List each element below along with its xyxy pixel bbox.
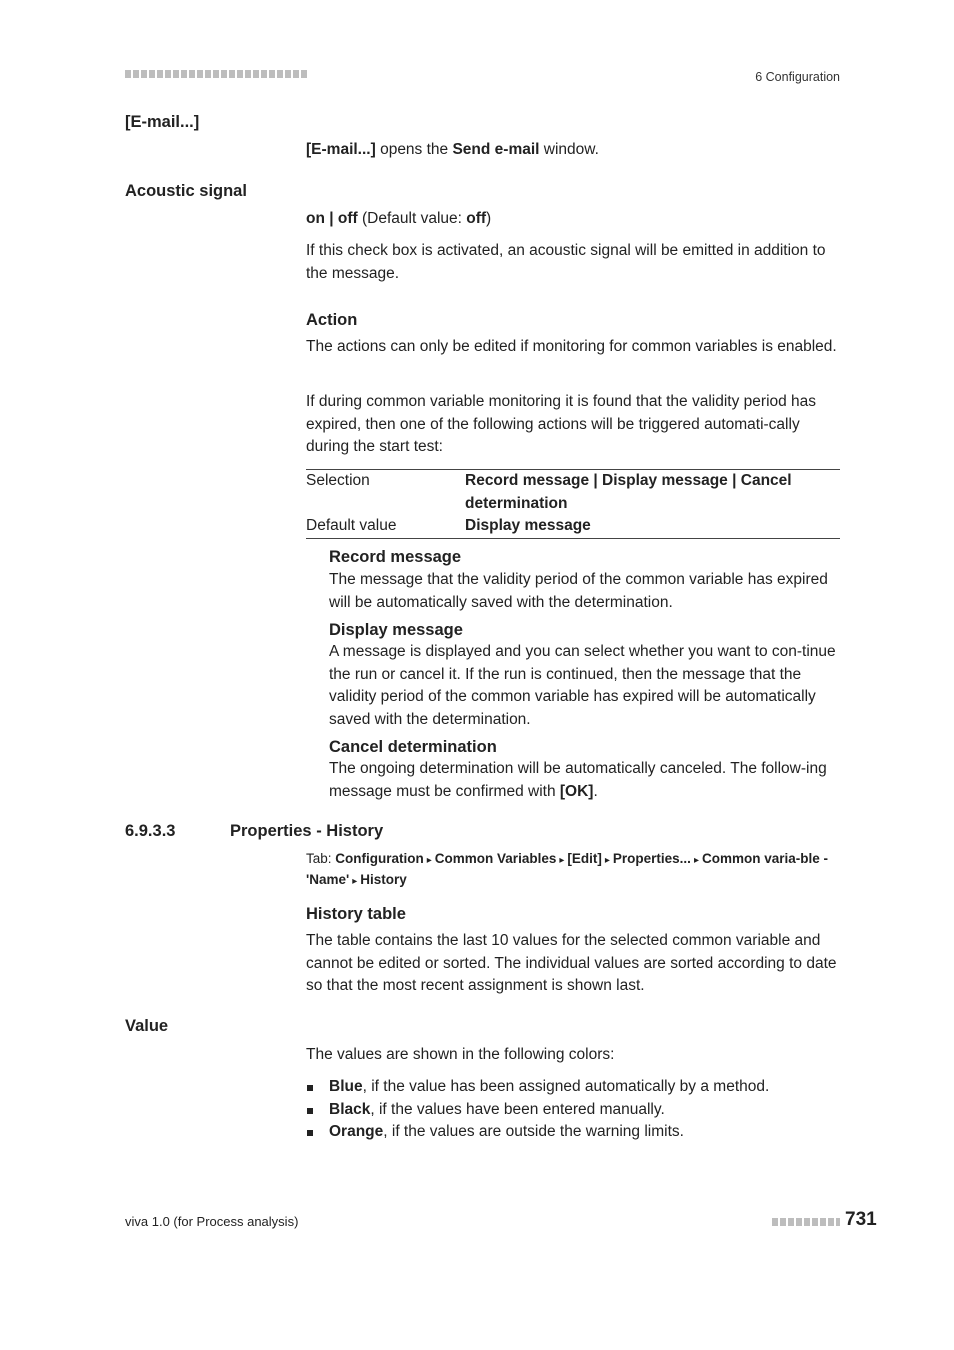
item-title: Cancel determination [329, 738, 497, 756]
text-span: window. [539, 141, 599, 158]
term-value: Value [125, 1017, 169, 1035]
breadcrumb-arrow-icon: ▸ [426, 855, 432, 866]
color-list [306, 1076, 840, 1144]
footer-decoration [772, 1218, 840, 1226]
text-span: ) [486, 210, 492, 227]
breadcrumb-prefix: Tab: [306, 851, 336, 866]
color-name: Orange [329, 1123, 384, 1140]
text-span: The ongoing determination will be automatically canceled. The follow-ing message must be confirmed with [329, 760, 827, 800]
table-key: Default value [306, 517, 397, 534]
page-number: 731 [845, 1209, 877, 1230]
breadcrumb-arrow-icon: ▸ [693, 855, 699, 866]
email-description [306, 139, 840, 162]
term-email: [E-mail...] [125, 113, 200, 131]
section-number: 6.9.3.3 [125, 822, 176, 840]
header-decoration [125, 70, 307, 78]
action-heading: Action [306, 311, 358, 329]
action-parameter-table [306, 469, 840, 539]
acoustic-options [306, 208, 840, 231]
option-separator: | [324, 210, 338, 227]
option-off: off [337, 210, 358, 227]
item-description [329, 758, 840, 803]
acoustic-description: If this check box is activated, an acoustic signal will be emitted in addition to the message. [306, 242, 826, 282]
breadcrumb-arrow-icon: ▸ [352, 876, 358, 887]
list-item [306, 1121, 840, 1144]
action-paragraph-2: If during common variable monitoring it is found that the validity period has expired, then one of the following actions will be triggered automati-cally during the start test: [306, 393, 817, 455]
table-row [306, 470, 840, 515]
default-value: off [466, 210, 487, 227]
breadcrumb-item: Common varia-ble - 'Name' [306, 851, 828, 887]
value-intro: The values are shown in the following colors: [306, 1046, 615, 1063]
table-value: Record message | Display message | Cancel determination [465, 472, 792, 512]
term-acoustic-signal: Acoustic signal [125, 182, 247, 200]
breadcrumb [306, 849, 846, 891]
section-title: Properties - History [230, 822, 384, 840]
option-on: on [306, 210, 325, 227]
breadcrumb-item: Configuration [335, 851, 424, 866]
item-description: A message is displayed and you can select whether you want to con-tinue the run or cancel it. If the run is continued, then the message that the validity period of the common variable has expired will be automatically saved with the determination. [329, 643, 836, 728]
text-span: (Default value: [357, 210, 467, 227]
breadcrumb-item: [Edit] [567, 851, 602, 866]
breadcrumb-item: History [360, 872, 407, 887]
action-paragraph-1: The actions can only be edited if monitoring for common variables is enabled. [306, 338, 837, 355]
table-key: Selection [306, 472, 370, 489]
history-heading: History table [306, 905, 406, 923]
list-item [306, 1099, 840, 1122]
table-value: Display message [465, 517, 591, 534]
color-name: Blue [329, 1078, 363, 1095]
send-email-window-ref: Send e-mail [452, 141, 540, 158]
breadcrumb-arrow-icon: ▸ [604, 855, 610, 866]
ok-button-ref: [OK] [559, 782, 594, 800]
breadcrumb-item: Properties... [612, 851, 691, 866]
item-description: The message that the validity period of the common variable has expired will be automatically saved with the determination. [329, 571, 828, 611]
breadcrumb-arrow-icon: ▸ [559, 855, 565, 866]
text-span: , if the values have been entered manually. [370, 1100, 665, 1118]
text-span: , if the value has been assigned automatically by a method. [362, 1078, 770, 1095]
chapter-header: 6 Configuration [755, 70, 840, 84]
table-row [306, 515, 840, 538]
email-button-ref: [E-mail...] [306, 141, 376, 158]
text-span: opens the [375, 141, 453, 158]
text-span: , if the values are outside the warning limits. [383, 1123, 684, 1140]
color-name: Black [329, 1100, 371, 1118]
list-item [306, 1076, 840, 1099]
breadcrumb-item: Common Variables [434, 851, 557, 866]
text-span: . [593, 782, 598, 800]
footer-product: viva 1.0 (for Process analysis) [125, 1214, 299, 1229]
item-title: Record message [329, 548, 462, 566]
item-title: Display message [329, 621, 463, 639]
history-description: The table contains the last 10 values for the selected common variable and cannot be edited or sorted. The individual values are sorted according to date so that the most recent assignment is shown last. [306, 932, 837, 994]
